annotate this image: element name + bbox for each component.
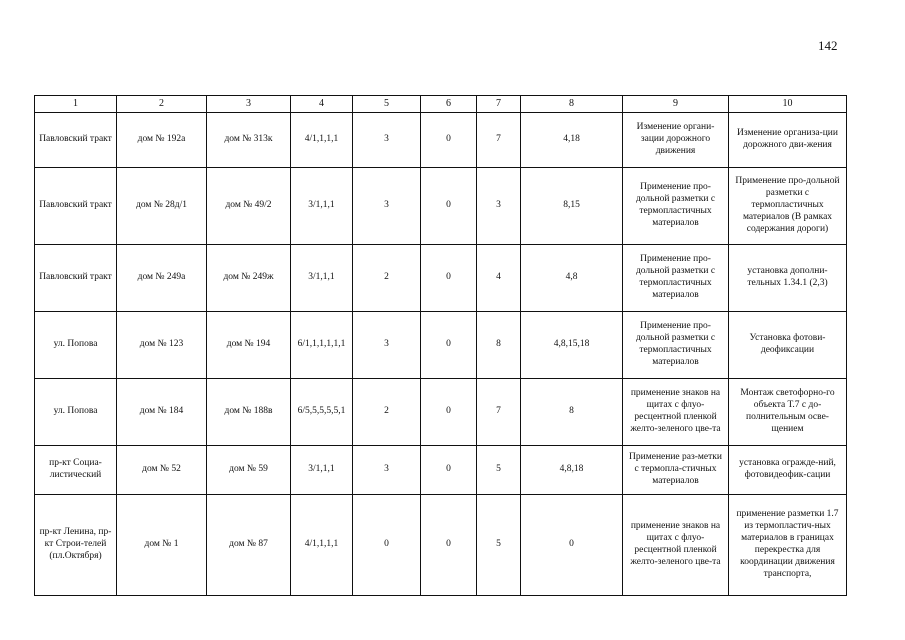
table-cell: ул. Попова [35, 312, 117, 379]
table-cell: установка дополни-тельных 1.34.1 (2,3) [729, 245, 847, 312]
table-cell: дом № 188в [207, 379, 291, 446]
table-cell: 0 [421, 312, 477, 379]
table-cell: 6/5,5,5,5,5,1 [291, 379, 353, 446]
table-cell: 8,15 [521, 168, 623, 245]
table-cell: 2 [353, 245, 421, 312]
table-cell: 7 [477, 113, 521, 168]
column-header: 2 [117, 96, 207, 113]
table-row [35, 495, 847, 596]
column-header: 3 [207, 96, 291, 113]
table-cell: Применение про-дольной разметки с термопластичных материалов (В рамках содержания дороги) [729, 168, 847, 245]
table-cell: 4 [477, 245, 521, 312]
table-cell: дом № 194 [207, 312, 291, 379]
table-cell: Применение раз-метки с термопла-стичных материалов [623, 446, 729, 495]
table-cell: Применение про-дольной разметки с термопластичных материалов [623, 312, 729, 379]
table-cell: Павловский тракт [35, 113, 117, 168]
table-cell: пр-кт Ленина, пр-кт Строи-телей (пл.Октября) [35, 495, 117, 596]
column-header: 5 [353, 96, 421, 113]
table-cell: 3/1,1,1 [291, 168, 353, 245]
column-header: 4 [291, 96, 353, 113]
table-cell: 3/1,1,1 [291, 245, 353, 312]
table-cell: 4,8 [521, 245, 623, 312]
column-header: 6 [421, 96, 477, 113]
table-cell: дом № 87 [207, 495, 291, 596]
table-cell: 0 [421, 446, 477, 495]
page-number: 142 [818, 38, 838, 53]
table-cell: 6/1,1,1,1,1,1 [291, 312, 353, 379]
table-cell: дом № 28д/1 [117, 168, 207, 245]
table-cell: 3 [353, 446, 421, 495]
table-cell: Изменение организа-ции дорожного дви-жения [729, 113, 847, 168]
table-cell: 0 [421, 495, 477, 596]
table-cell: дом № 249а [117, 245, 207, 312]
column-header: 9 [623, 96, 729, 113]
column-header: 10 [729, 96, 847, 113]
table-cell: 0 [421, 379, 477, 446]
table-cell: 0 [353, 495, 421, 596]
table-cell: 3 [353, 113, 421, 168]
table-cell: дом № 59 [207, 446, 291, 495]
table-cell: 0 [421, 245, 477, 312]
table-cell: Установка фотови-деофиксации [729, 312, 847, 379]
table-row [35, 379, 847, 446]
table-cell: 5 [477, 495, 521, 596]
table-row [35, 312, 847, 379]
table-cell: ул. Попова [35, 379, 117, 446]
table-cell: 2 [353, 379, 421, 446]
column-header: 1 [35, 96, 117, 113]
table-cell: 5 [477, 446, 521, 495]
table-cell: дом № 1 [117, 495, 207, 596]
table-cell: 8 [477, 312, 521, 379]
table-cell: применение знаков на щитах с флуо-ресцентной пленкой желто-зеленого цве-та [623, 379, 729, 446]
table-cell: дом № 192а [117, 113, 207, 168]
header-row [35, 96, 847, 113]
table-cell: дом № 313к [207, 113, 291, 168]
column-header: 7 [477, 96, 521, 113]
table-cell: Монтаж светофорно-го объекта Т.7 с до-полнительным осве-щением [729, 379, 847, 446]
table-cell: 3 [477, 168, 521, 245]
table-cell: применение разметки 1.7 из термопластич-ных материалов в границах перекрестка для координации движения транспорта, [729, 495, 847, 596]
table-cell: Павловский тракт [35, 168, 117, 245]
column-header: 8 [521, 96, 623, 113]
table-cell: Применение про-дольной разметки с термопластичных материалов [623, 168, 729, 245]
table-cell: 4/1,1,1,1 [291, 495, 353, 596]
table-cell: 4/1,1,1,1 [291, 113, 353, 168]
table-cell: дом № 184 [117, 379, 207, 446]
table-row [35, 446, 847, 495]
table-cell: 8 [521, 379, 623, 446]
table-cell: 3/1,1,1 [291, 446, 353, 495]
table-cell: дом № 249ж [207, 245, 291, 312]
table-cell: 3 [353, 312, 421, 379]
data-table [34, 95, 847, 596]
table-cell: Применение про-дольной разметки с термопластичных материалов [623, 245, 729, 312]
table-cell: Изменение органи-зации дорожного движения [623, 113, 729, 168]
table-cell: 0 [421, 168, 477, 245]
table-cell: Павловский тракт [35, 245, 117, 312]
table-cell: пр-кт Социа-листический [35, 446, 117, 495]
table-cell: дом № 123 [117, 312, 207, 379]
table-cell: установка огражде-ний, фотовидеофик-сации [729, 446, 847, 495]
table-cell: дом № 52 [117, 446, 207, 495]
table-row [35, 113, 847, 168]
table-cell: 0 [521, 495, 623, 596]
table-cell: 7 [477, 379, 521, 446]
table-cell: 4,18 [521, 113, 623, 168]
table-cell: 3 [353, 168, 421, 245]
table-cell: применение знаков на щитах с флуо-ресцентной пленкой желто-зеленого цве-та [623, 495, 729, 596]
table-row [35, 245, 847, 312]
table-cell: 0 [421, 113, 477, 168]
table-row [35, 168, 847, 245]
table-cell: 4,8,15,18 [521, 312, 623, 379]
table-cell: дом № 49/2 [207, 168, 291, 245]
table-cell: 4,8,18 [521, 446, 623, 495]
